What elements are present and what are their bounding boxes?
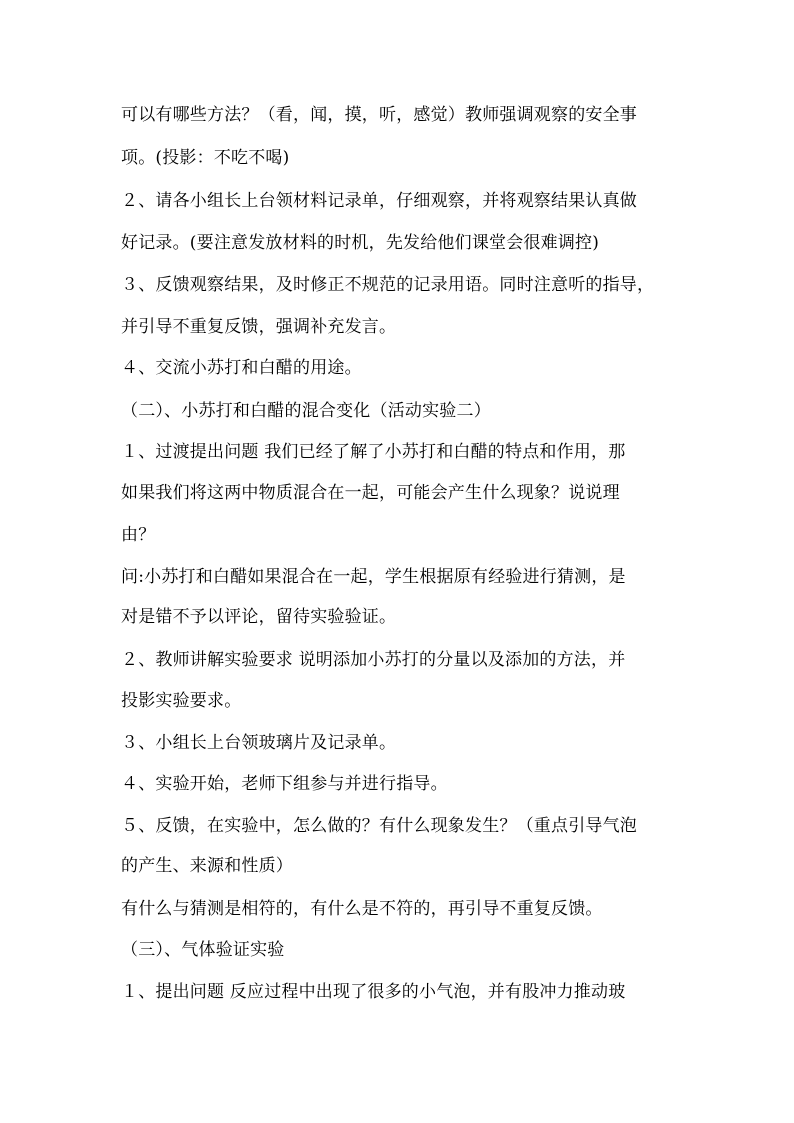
text-line: 如果我们将这两中物质混合在一起，可能会产生什么现象？说说理 [121, 483, 620, 503]
text-line: ４、交流小苏打和白醋的用途。 [121, 358, 362, 378]
text-line: ２、教师讲解实验要求 说明添加小苏打的分量以及添加的方法，并 [121, 650, 626, 670]
text-line: 好记录。(要注意发放材料的时机，先发给他们课堂会很难调控) [121, 233, 600, 253]
text-line: ３、小组长上台领玻璃片及记录单。 [121, 733, 397, 753]
text-line: 可以有哪些方法？（看，闻，摸，听，感觉）教师强调观察的安全事 [121, 105, 637, 125]
text-line: 由？ [121, 525, 156, 545]
text-line: 项。(投影：不吃不喝) [121, 148, 290, 168]
text-line: 并引导不重复反馈，强调补充发言。 [121, 317, 397, 337]
text-line: １、过渡提出问题 我们已经了解了小苏打和白醋的特点和作用，那 [121, 442, 626, 462]
text-line: 对是错不予以评论，留待实验验证。 [121, 607, 397, 627]
text-line: ５、反馈，在实验中，怎么做的？有什么现象发生？（重点引导气泡 [121, 816, 637, 836]
text-line: ２、请各小组长上台领材料记录单，仔细观察，并将观察结果认真做 [121, 191, 637, 211]
text-line: 有什么与猜测是相符的，有什么是不符的，再引导不重复反馈。 [121, 899, 603, 919]
text-line: 问:小苏打和白醋如果混合在一起，学生根据原有经验进行猜测，是 [121, 567, 626, 587]
text-line: ３、反馈观察结果，及时修正不规范的记录用语。同时注意听的指导， [121, 275, 655, 295]
text-line: ４、实验开始，老师下组参与并进行指导。 [121, 774, 448, 794]
text-line: １、提出问题 反应过程中出现了很多的小气泡，并有股冲力推动玻 [121, 982, 626, 1002]
section-heading: （三）、气体验证实验 [121, 940, 285, 960]
text-line: 投影实验要求。 [121, 691, 242, 711]
text-line: 的产生、来源和性质） [121, 856, 293, 876]
section-heading: （二）、小苏打和白醋的混合变化（活动实验二） [121, 401, 491, 421]
